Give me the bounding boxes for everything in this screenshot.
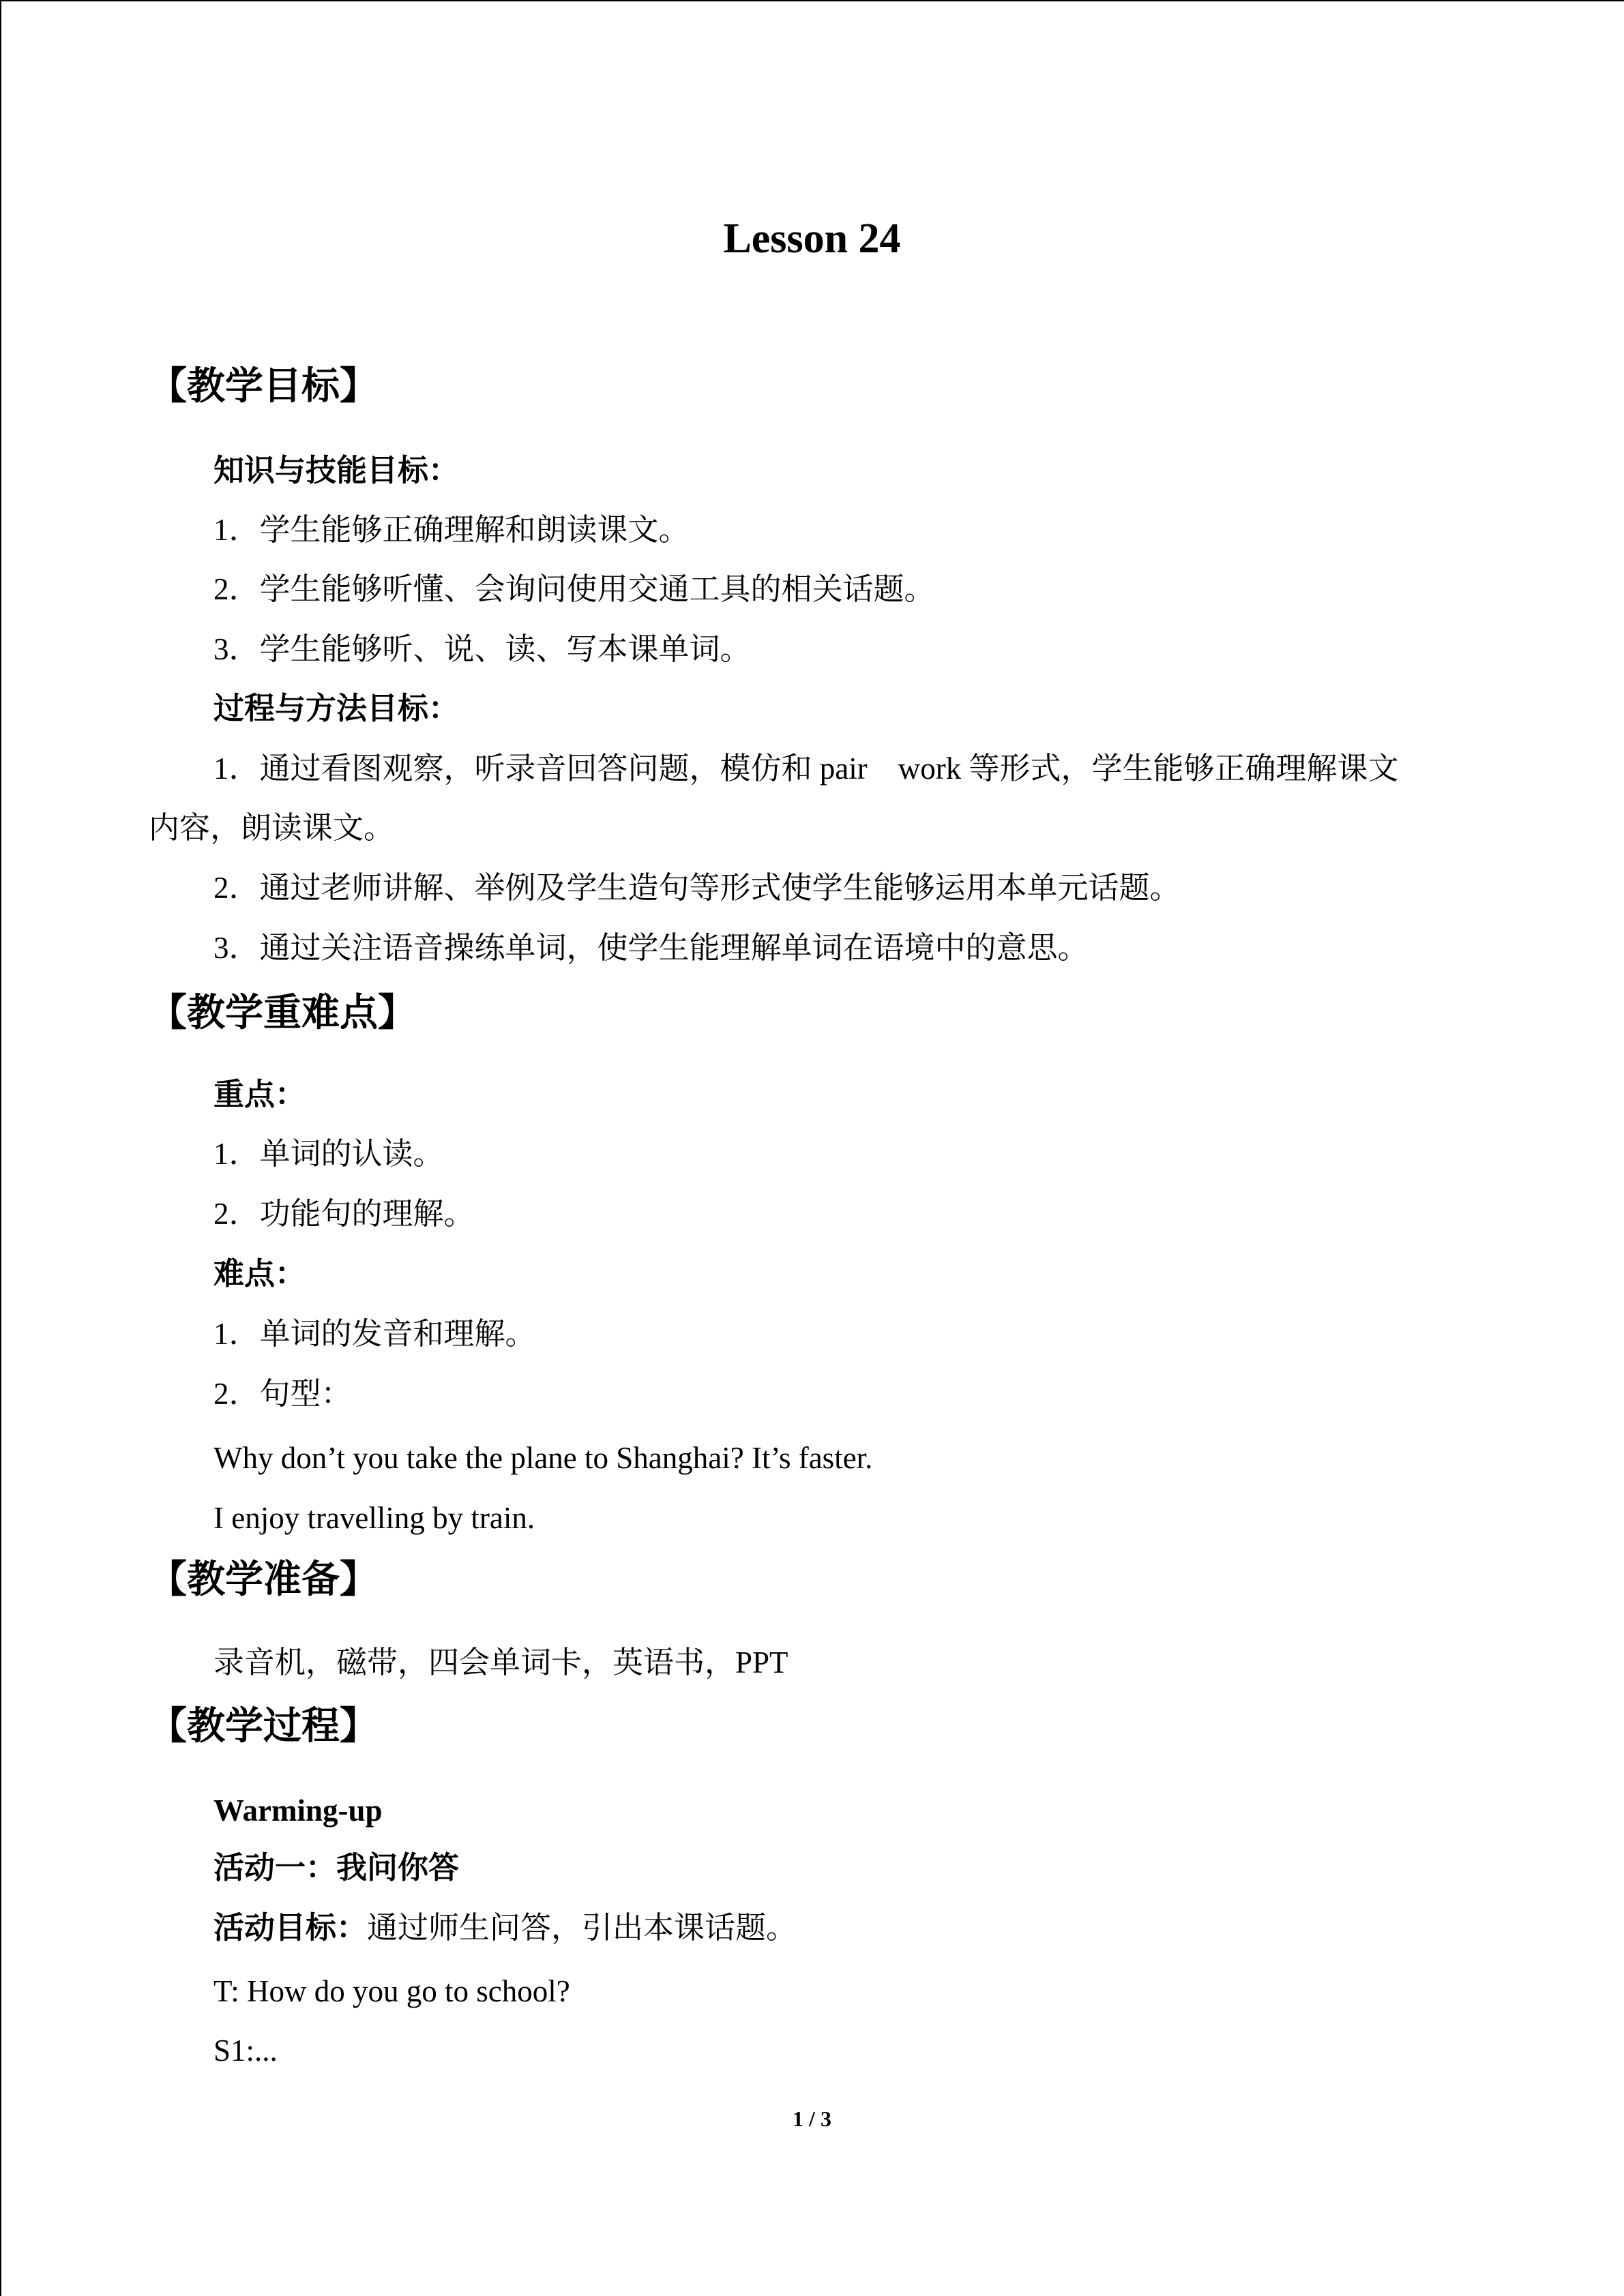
process-label: 过程与方法目标： xyxy=(213,691,460,726)
key-label: 重点： xyxy=(213,1077,306,1112)
section-heading-process: 【教学过程】 xyxy=(149,1705,378,1748)
document-title: Lesson 24 xyxy=(723,215,901,262)
knowledge-item: 3．学生能够听、说、读、写本课单词。 xyxy=(213,632,751,666)
process-item: 2．通过老师讲解、举例及学生造句等形式使学生能够运用本单元话题。 xyxy=(213,871,1181,905)
knowledge-item: 1．学生能够正确理解和朗读课文。 xyxy=(213,513,690,547)
activity-goal xyxy=(213,1907,797,1948)
activity-label: 活动一：我问你答 xyxy=(213,1851,460,1885)
section-heading-objectives: 【教学目标】 xyxy=(149,366,378,408)
goal-label: 活动目标： xyxy=(213,1911,368,1945)
difficult-item: 2．句型： xyxy=(213,1377,352,1411)
difficult-item: 1．单词的发音和理解。 xyxy=(213,1317,536,1351)
difficult-label: 难点： xyxy=(213,1257,306,1291)
knowledge-item: 2．学生能够听懂、会询问使用交通工具的相关话题。 xyxy=(213,572,935,606)
stage-title: Warming-up xyxy=(213,1793,383,1828)
dialogue-line: T: How do you go to school? xyxy=(213,1974,570,2008)
knowledge-label: 知识与技能目标： xyxy=(213,453,460,488)
process-item: 1．通过看图观察，听录音回答问题，模仿和 pair work 等形式，学生能够正确理解课文 xyxy=(213,751,1399,786)
key-item: 2．功能句的理解。 xyxy=(213,1197,475,1231)
section-heading-key-points: 【教学重难点】 xyxy=(149,992,416,1034)
materials-list: 录音机，磁带，四会单词卡，英语书，PPT xyxy=(213,1645,788,1680)
goal-text: 通过师生问答，引出本课话题。 xyxy=(367,1911,797,1945)
key-item: 1．单词的认读。 xyxy=(213,1137,444,1171)
dialogue-line: S1:... xyxy=(213,2033,278,2068)
section-heading-preparation: 【教学准备】 xyxy=(149,1559,378,1601)
process-item-continuation: 内容，朗读课文。 xyxy=(149,811,395,845)
page-number: 1 / 3 xyxy=(793,2106,831,2131)
example-sentence: I enjoy travelling by train. xyxy=(213,1501,535,1535)
process-item: 3．通过关注语音操练单词，使学生能理解单词在语境中的意思。 xyxy=(213,931,1089,965)
example-sentence: Why don’t you take the plane to Shanghai? It’s faster. xyxy=(213,1441,873,1475)
